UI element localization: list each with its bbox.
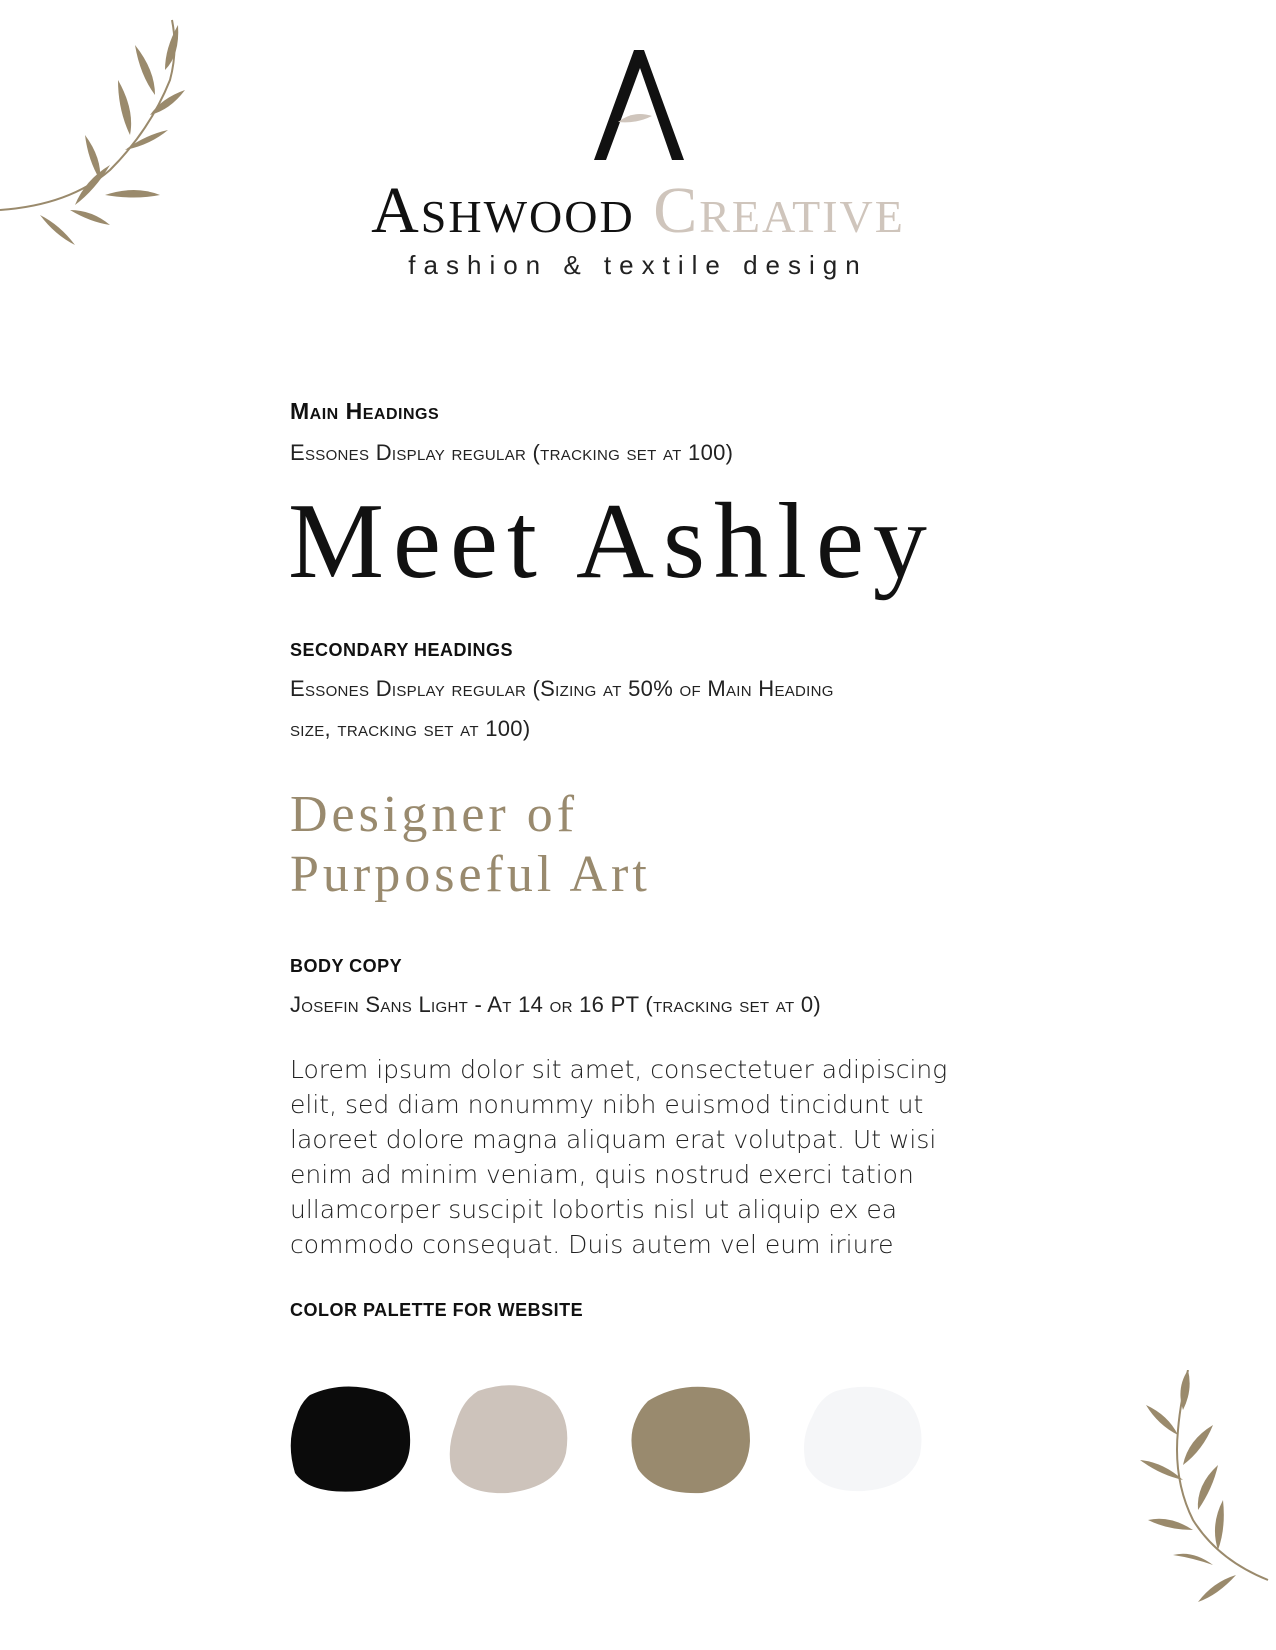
logo-wordmark [0, 174, 1276, 247]
body-copy-line: commodo consequat. Duis autem vel eum iriure [290, 1230, 894, 1259]
secondary-heading-line1: Designer of [290, 786, 579, 843]
body-copy-line: elit, sed diam nonummy nibh euismod tincidunt ut [290, 1090, 924, 1119]
logo-name-first: Ashwood [371, 174, 635, 247]
logo-name-second: Creative [653, 174, 905, 247]
body-copy-description: Josefin Sans Light - At 14 or 16 PT (tracking set at 0) [290, 992, 821, 1017]
color-swatch-taupe [630, 1383, 752, 1495]
body-copy-line: laoreet dolore magna aliquam erat volutpat. Ut wisi [290, 1125, 937, 1154]
color-palette-label: COLOR PALETTE FOR WEBSITE [290, 1300, 584, 1320]
body-copy-label: BODY COPY [290, 956, 403, 976]
main-headings-description: Essones Display regular (tracking set at 100) [290, 440, 734, 465]
logo-mark [588, 50, 688, 162]
secondary-headings-description-line1: Essones Display regular (Sizing at 50% of Main Heading [290, 676, 834, 701]
secondary-heading-line2: Purposeful Art [290, 846, 651, 903]
leaf-branch-icon [1118, 1370, 1276, 1610]
secondary-headings-description-line2: size, tracking set at 100) [290, 716, 531, 741]
body-copy-line: ullamcorper suscipit lobortis nisl ut aliquip ex ea [290, 1195, 898, 1224]
color-swatch-black [290, 1383, 412, 1495]
logo-tagline: fashion & textile design [408, 250, 868, 280]
color-swatch-offwhite [802, 1383, 924, 1495]
body-copy-sample [290, 1052, 970, 1262]
main-headings-label: Main Headings [290, 398, 440, 424]
secondary-heading-sample [290, 785, 651, 905]
body-copy-line: enim ad minim veniam, quis nostrud exerci tation [290, 1160, 914, 1189]
secondary-headings-label: SECONDARY HEADINGS [290, 640, 514, 660]
body-copy-line: Lorem ipsum dolor sit amet, consectetuer adipiscing [290, 1055, 948, 1084]
color-swatch-greige [448, 1383, 570, 1495]
main-heading-sample: Meet Ashley [288, 482, 936, 601]
